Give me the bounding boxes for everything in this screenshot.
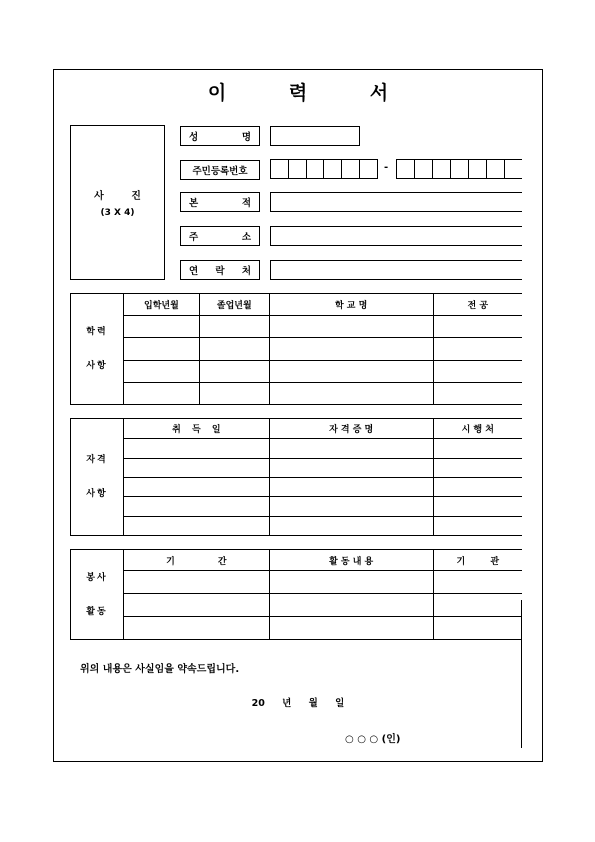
table-row [71, 594, 523, 617]
qualification-label-line1: 자격 [86, 455, 108, 465]
contact-label-char3: 처 [241, 266, 251, 277]
photo-size: (3 X 4) [100, 208, 135, 218]
volunteer-cell[interactable] [123, 594, 269, 617]
education-cell[interactable] [199, 382, 269, 404]
qualification-cell[interactable] [123, 439, 269, 458]
volunteer-header-period: 기 간 [123, 550, 269, 571]
education-cell[interactable] [123, 360, 199, 382]
volunteer-cell[interactable] [269, 617, 433, 640]
table-row [71, 458, 523, 477]
education-label-line2: 사항 [86, 361, 108, 371]
table-row [71, 360, 523, 382]
pledge-text: 위의 내용은 사실임을 약속드립니다. [80, 664, 240, 675]
right-margin-line [521, 600, 522, 748]
volunteer-header-organization: 기 관 [433, 550, 522, 571]
qualification-cell[interactable] [269, 478, 433, 497]
contact-label-char2: 락 [215, 266, 225, 277]
document-title: 이 력 서 [207, 82, 417, 104]
origin-label-char1: 본 [189, 198, 199, 209]
volunteer-section-label [71, 550, 124, 640]
education-header-entry: 입학년월 [123, 294, 199, 316]
volunteer-cell[interactable] [123, 571, 269, 594]
name-label [180, 126, 260, 146]
signature-line: ○ ○ ○ (인) [345, 734, 401, 745]
qualification-cell[interactable] [123, 478, 269, 497]
education-cell[interactable] [269, 382, 433, 404]
photo-label: 사 진 [94, 191, 153, 202]
qualification-cell[interactable] [123, 458, 269, 477]
id-number-back-field[interactable] [396, 159, 522, 179]
origin-label [180, 192, 260, 212]
table-row [71, 571, 523, 594]
education-header-school: 학 교 명 [269, 294, 433, 316]
education-cell[interactable] [199, 360, 269, 382]
volunteer-label-line1: 봉사 [86, 572, 108, 583]
table-row [71, 439, 523, 458]
date-line: 20 년 월 일 [251, 698, 345, 709]
qualification-cell[interactable] [123, 497, 269, 516]
qualification-cell[interactable] [123, 516, 269, 535]
id-number-label-text: 주민등록번호 [192, 166, 248, 177]
qualification-header-date: 취 득 일 [123, 419, 269, 439]
education-cell[interactable] [269, 316, 433, 338]
id-number-dash: - [384, 162, 389, 173]
education-cell[interactable] [199, 338, 269, 360]
education-cell[interactable] [433, 382, 522, 404]
table-row [71, 478, 523, 497]
name-label-char1: 성 [189, 132, 199, 143]
education-header-major: 전 공 [433, 294, 522, 316]
qualification-cell[interactable] [269, 458, 433, 477]
qualification-table [70, 418, 522, 536]
table-row [71, 338, 523, 360]
qualification-section-label [71, 419, 124, 536]
education-cell[interactable] [433, 338, 522, 360]
education-table [70, 293, 522, 405]
photo-box[interactable] [70, 125, 165, 280]
id-number-front-field[interactable] [270, 159, 378, 179]
volunteer-cell[interactable] [433, 594, 522, 617]
qualification-cell[interactable] [433, 516, 522, 535]
qualification-cell[interactable] [433, 439, 522, 458]
contact-label-char1: 연 [189, 266, 199, 277]
education-cell[interactable] [269, 338, 433, 360]
qualification-label-line2: 사항 [86, 489, 108, 499]
education-cell[interactable] [123, 338, 199, 360]
address-label-char1: 주 [189, 232, 199, 243]
qualification-cell[interactable] [433, 478, 522, 497]
volunteer-cell[interactable] [433, 617, 522, 640]
id-number-label [180, 160, 260, 180]
education-cell[interactable] [269, 360, 433, 382]
address-label-char2: 소 [241, 232, 251, 243]
volunteer-header-activity: 활 동 내 용 [269, 550, 433, 571]
table-row [71, 617, 523, 640]
qualification-cell[interactable] [433, 497, 522, 516]
education-label-line1: 학력 [86, 327, 108, 337]
volunteer-table [70, 549, 522, 640]
contact-field[interactable] [270, 260, 522, 280]
table-row [71, 382, 523, 404]
table-row [71, 497, 523, 516]
qualification-cell[interactable] [433, 458, 522, 477]
volunteer-cell[interactable] [433, 571, 522, 594]
name-field[interactable] [270, 126, 360, 146]
qualification-cell[interactable] [269, 516, 433, 535]
volunteer-cell[interactable] [269, 594, 433, 617]
table-row [71, 316, 523, 338]
education-cell[interactable] [123, 316, 199, 338]
qualification-cell[interactable] [269, 497, 433, 516]
volunteer-cell[interactable] [269, 571, 433, 594]
education-cell[interactable] [199, 316, 269, 338]
name-label-char2: 명 [241, 132, 251, 143]
volunteer-cell[interactable] [123, 617, 269, 640]
address-label [180, 226, 260, 246]
qualification-header-issuer: 시 행 처 [433, 419, 522, 439]
education-header-graduation: 졸업년월 [199, 294, 269, 316]
volunteer-label-line2: 활동 [86, 606, 108, 617]
education-cell[interactable] [433, 316, 522, 338]
qualification-cell[interactable] [269, 439, 433, 458]
education-cell[interactable] [433, 360, 522, 382]
origin-label-char2: 적 [241, 198, 251, 209]
education-section-label [71, 294, 124, 405]
table-row [71, 516, 523, 535]
education-cell[interactable] [123, 382, 199, 404]
origin-field[interactable] [270, 192, 522, 212]
contact-label [180, 260, 260, 280]
address-field[interactable] [270, 226, 522, 246]
qualification-header-name: 자 격 증 명 [269, 419, 433, 439]
